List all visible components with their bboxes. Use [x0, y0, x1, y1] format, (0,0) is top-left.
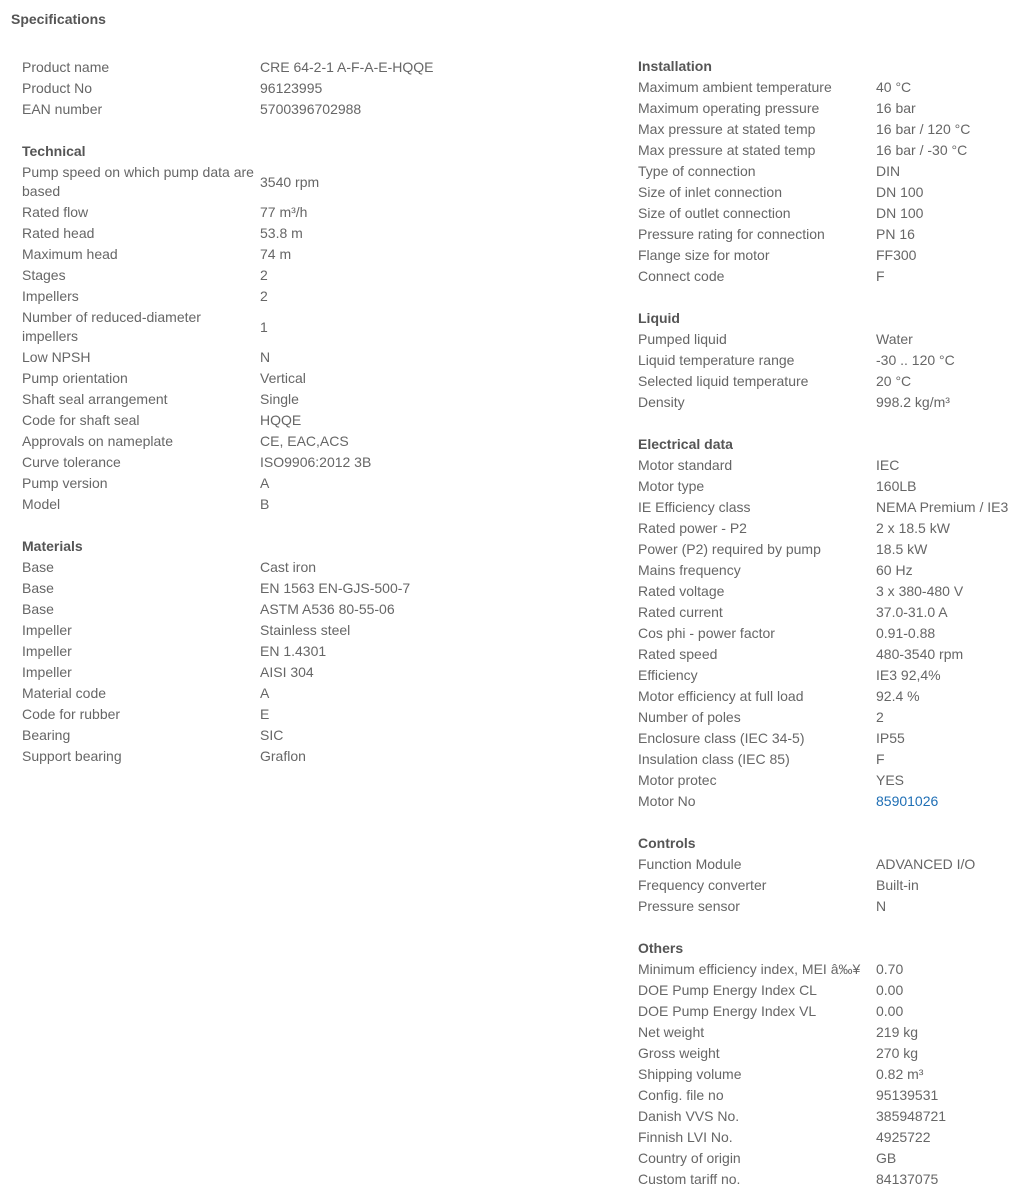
spec-label: EAN number — [22, 101, 103, 117]
spec-label: Mains frequency — [638, 562, 741, 578]
spec-row — [22, 452, 582, 473]
spec-label: Type of connection — [638, 163, 756, 179]
spec-row — [638, 119, 1013, 140]
materials-section — [22, 536, 582, 767]
spec-label: Pump orientation — [22, 370, 128, 386]
spec-value: 2 — [876, 709, 884, 725]
spec-value: YES — [876, 772, 905, 788]
spec-row — [22, 78, 582, 99]
spec-row — [22, 683, 582, 704]
right-column — [638, 56, 1013, 1200]
spec-label: Product name — [22, 59, 110, 75]
spec-label: Efficiency — [638, 667, 698, 683]
spec-row — [638, 1127, 1013, 1148]
spec-label: Config. file no — [638, 1087, 724, 1103]
spec-value: 95139531 — [876, 1087, 939, 1103]
spec-row — [22, 578, 582, 599]
spec-label: Motor No — [638, 793, 696, 809]
spec-row — [638, 875, 1013, 896]
spec-label: Number of poles — [638, 709, 741, 725]
spec-value: Cast iron — [260, 559, 317, 575]
spec-label: Stages — [22, 267, 66, 283]
spec-value: 53.8 m — [260, 225, 303, 241]
spec-value: 60 Hz — [876, 562, 913, 578]
spec-row — [638, 350, 1013, 371]
spec-row — [638, 1022, 1013, 1043]
spec-label: Liquid temperature range — [638, 352, 795, 368]
spec-row — [638, 581, 1013, 602]
spec-value: FF300 — [876, 247, 917, 263]
spec-value: ASTM A536 80-55-06 — [260, 601, 395, 617]
spec-row — [22, 746, 582, 767]
spec-row — [638, 1064, 1013, 1085]
spec-label: Max pressure at stated temp — [638, 142, 816, 158]
spec-row — [638, 602, 1013, 623]
spec-row — [22, 599, 582, 620]
spec-value: 3540 rpm — [260, 173, 320, 190]
spec-value: Single — [260, 391, 299, 407]
spec-row — [22, 162, 582, 202]
spec-value: NEMA Premium / IE3 — [876, 499, 1009, 515]
spec-value: F — [876, 268, 885, 284]
spec-value: 0.91-0.88 — [876, 625, 936, 641]
spec-value: 3 x 380-480 V — [876, 583, 964, 599]
spec-label: Pump version — [22, 475, 108, 491]
spec-row — [22, 431, 582, 452]
spec-label: Rated voltage — [638, 583, 725, 599]
spec-label: Motor efficiency at full load — [638, 688, 804, 704]
others-section — [638, 938, 1013, 1190]
spec-label: Pumped liquid — [638, 331, 727, 347]
spec-row — [638, 959, 1013, 980]
spec-value: 92.4 % — [876, 688, 920, 704]
spec-label: Minimum efficiency index, MEI â‰¥ — [638, 961, 861, 977]
spec-value: 96123995 — [260, 80, 323, 96]
left-column — [22, 57, 582, 788]
spec-row — [22, 389, 582, 410]
spec-label: Power (P2) required by pump — [638, 541, 821, 557]
spec-row — [638, 476, 1013, 497]
spec-value: Stainless steel — [260, 622, 351, 638]
spec-row — [22, 223, 582, 244]
spec-row — [638, 266, 1013, 287]
spec-label: Rated head — [22, 225, 95, 241]
spec-value: CE, EAC,ACS — [260, 433, 349, 449]
spec-value: -30 .. 120 °C — [876, 352, 955, 368]
spec-value: Water — [876, 331, 913, 347]
spec-value: 219 kg — [876, 1024, 919, 1040]
spec-value: E — [260, 706, 270, 722]
spec-label: Motor standard — [638, 457, 733, 473]
spec-value: DIN — [876, 163, 901, 179]
spec-label: Bearing — [22, 727, 71, 743]
spec-row — [638, 854, 1013, 875]
installation-section — [638, 56, 1013, 287]
spec-value: 0.82 m³ — [876, 1066, 924, 1082]
spec-value: ADVANCED I/O — [876, 856, 976, 872]
spec-row — [638, 1085, 1013, 1106]
spec-row — [22, 57, 582, 78]
spec-row — [22, 725, 582, 746]
spec-label: Motor type — [638, 478, 705, 494]
section-title: Others — [638, 940, 684, 956]
spec-value: 20 °C — [876, 373, 912, 389]
spec-row — [638, 329, 1013, 350]
spec-row — [638, 1001, 1013, 1022]
controls-section — [638, 833, 1013, 917]
spec-value: IEC — [876, 457, 900, 473]
spec-label: IE Efficiency class — [638, 499, 751, 515]
spec-label: Material code — [22, 685, 107, 701]
spec-value: CRE 64-2-1 A-F-A-E-HQQE — [260, 59, 434, 75]
spec-value: 2 — [260, 267, 268, 283]
spec-row — [638, 392, 1013, 413]
spec-label: Code for shaft seal — [22, 412, 140, 428]
spec-value: 18.5 kW — [876, 541, 928, 557]
spec-row — [638, 1043, 1013, 1064]
spec-row — [638, 686, 1013, 707]
spec-value: N — [260, 349, 271, 365]
spec-value: 480-3540 rpm — [876, 646, 964, 662]
spec-value: 385948721 — [876, 1108, 947, 1124]
spec-label: Code for rubber — [22, 706, 121, 722]
spec-row — [22, 494, 582, 515]
spec-label: Shipping volume — [638, 1066, 742, 1082]
spec-row — [22, 620, 582, 641]
spec-row — [638, 1148, 1013, 1169]
spec-row — [22, 557, 582, 578]
spec-row — [638, 644, 1013, 665]
spec-label: Pressure sensor — [638, 898, 740, 914]
spec-row — [638, 371, 1013, 392]
spec-label: Frequency converter — [638, 877, 767, 893]
spec-label: Rated speed — [638, 646, 718, 662]
spec-value: IP55 — [876, 730, 905, 746]
spec-row — [638, 518, 1013, 539]
spec-label: Max pressure at stated temp — [638, 121, 816, 137]
spec-label: Impeller — [22, 664, 72, 680]
spec-label: Danish VVS No. — [638, 1108, 740, 1124]
spec-value: 0.00 — [876, 982, 904, 998]
spec-row — [22, 641, 582, 662]
spec-value: ISO9906:2012 3B — [260, 454, 372, 470]
section-title: Installation — [638, 58, 712, 74]
spec-value: 5700396702988 — [260, 101, 362, 117]
spec-label: Insulation class (IEC 85) — [638, 751, 790, 767]
spec-row — [22, 99, 582, 120]
spec-value: GB — [876, 1150, 897, 1166]
spec-value: 16 bar — [876, 100, 916, 116]
spec-label: Impeller — [22, 622, 72, 638]
spec-label: DOE Pump Energy Index VL — [638, 1003, 817, 1019]
spec-label: Impeller — [22, 643, 72, 659]
spec-value: Vertical — [260, 370, 306, 386]
spec-value: 84137075 — [876, 1171, 939, 1187]
spec-row — [22, 473, 582, 494]
spec-value: DN 100 — [876, 184, 924, 200]
spec-label: Maximum ambient temperature — [638, 79, 832, 95]
spec-row — [22, 307, 582, 347]
spec-value: 74 m — [260, 246, 292, 262]
spec-row — [638, 665, 1013, 686]
electrical-section — [638, 434, 1013, 812]
spec-row — [638, 77, 1013, 98]
spec-row — [22, 265, 582, 286]
spec-label: Shaft seal arrangement — [22, 391, 168, 407]
spec-value: 0.70 — [876, 961, 904, 977]
spec-row — [638, 98, 1013, 119]
section-title: Materials — [22, 538, 83, 554]
spec-label: Net weight — [638, 1024, 705, 1040]
spec-label: Number of reduced-diameter impellers — [22, 309, 201, 344]
spec-row — [638, 896, 1013, 917]
spec-label: Maximum head — [22, 246, 118, 262]
spec-value: DN 100 — [876, 205, 924, 221]
spec-row — [638, 140, 1013, 161]
spec-row — [638, 980, 1013, 1001]
spec-value: 40 °C — [876, 79, 912, 95]
spec-label: Country of origin — [638, 1150, 741, 1166]
spec-value: 160LB — [876, 478, 917, 494]
spec-row — [22, 347, 582, 368]
page-title: Specifications — [11, 11, 106, 27]
spec-value: EN 1563 EN-GJS-500-7 — [260, 580, 411, 596]
spec-row — [638, 749, 1013, 770]
spec-value: 0.00 — [876, 1003, 904, 1019]
spec-value: N — [876, 898, 887, 914]
spec-label: Model — [22, 496, 61, 512]
spec-label: Connect code — [638, 268, 725, 284]
spec-label: Motor protec — [638, 772, 717, 788]
spec-value: 998.2 kg/m³ — [876, 394, 950, 410]
spec-value: A — [260, 685, 270, 701]
spec-row — [638, 539, 1013, 560]
spec-row — [638, 203, 1013, 224]
spec-label: Selected liquid temperature — [638, 373, 809, 389]
spec-label: Size of outlet connection — [638, 205, 791, 221]
spec-label: Custom tariff no. — [638, 1171, 741, 1187]
spec-value: HQQE — [260, 412, 302, 428]
spec-value: 2 x 18.5 kW — [876, 520, 950, 536]
spec-label: Rated power - P2 — [638, 520, 747, 536]
section-title: Electrical data — [638, 436, 733, 452]
spec-label: Flange size for motor — [638, 247, 770, 263]
spec-row — [638, 1106, 1013, 1127]
general-section — [22, 57, 582, 120]
spec-row — [638, 791, 1013, 812]
spec-label: Base — [22, 559, 54, 575]
spec-row — [22, 202, 582, 223]
spec-value: EN 1.4301 — [260, 643, 327, 659]
spec-value: IE3 92,4% — [876, 667, 941, 683]
spec-row — [22, 410, 582, 431]
spec-value: AISI 304 — [260, 664, 314, 680]
spec-row — [638, 1169, 1013, 1190]
spec-label: Low NPSH — [22, 349, 91, 365]
spec-value: SIC — [260, 727, 284, 743]
section-title: Controls — [638, 835, 696, 851]
spec-value: 1 — [260, 318, 268, 335]
spec-label: Support bearing — [22, 748, 122, 764]
spec-label: Rated flow — [22, 204, 89, 220]
spec-label: Base — [22, 580, 54, 596]
spec-value: Graflon — [260, 748, 306, 764]
spec-row — [638, 707, 1013, 728]
spec-row — [638, 182, 1013, 203]
liquid-section — [638, 308, 1013, 413]
spec-label: Curve tolerance — [22, 454, 121, 470]
section-title: Liquid — [638, 310, 680, 326]
spec-value: B — [260, 496, 270, 512]
spec-label: Size of inlet connection — [638, 184, 782, 200]
spec-row — [638, 560, 1013, 581]
spec-label: Base — [22, 601, 54, 617]
spec-value: Built-in — [876, 877, 919, 893]
spec-row — [638, 497, 1013, 518]
spec-label: Maximum operating pressure — [638, 100, 820, 116]
spec-row — [22, 704, 582, 725]
spec-label: Finnish LVI No. — [638, 1129, 733, 1145]
spec-value: 16 bar / 120 °C — [876, 121, 971, 137]
technical-section — [22, 141, 582, 515]
spec-label: Cos phi - power factor — [638, 625, 775, 641]
spec-row — [638, 224, 1013, 245]
spec-label: Approvals on nameplate — [22, 433, 173, 449]
motor-no-link[interactable]: 85901026 — [876, 793, 939, 809]
spec-row — [638, 161, 1013, 182]
spec-row — [22, 244, 582, 265]
spec-row — [22, 286, 582, 307]
spec-row — [638, 728, 1013, 749]
section-title: Technical — [22, 143, 86, 159]
spec-row — [638, 623, 1013, 644]
spec-row — [638, 770, 1013, 791]
spec-row — [22, 662, 582, 683]
spec-value: F — [876, 751, 885, 767]
spec-value: PN 16 — [876, 226, 915, 242]
spec-label: Pressure rating for connection — [638, 226, 825, 242]
spec-value: 16 bar / -30 °C — [876, 142, 968, 158]
spec-label: Rated current — [638, 604, 723, 620]
spec-label: Product No — [22, 80, 93, 96]
spec-label: Pump speed on which pump data are based — [22, 164, 254, 199]
spec-label: Function Module — [638, 856, 742, 872]
spec-value: 4925722 — [876, 1129, 931, 1145]
spec-value: 37.0-31.0 A — [876, 604, 948, 620]
spec-label: Density — [638, 394, 685, 410]
spec-row — [638, 245, 1013, 266]
spec-value: A — [260, 475, 270, 491]
spec-label: Gross weight — [638, 1045, 720, 1061]
spec-value: 77 m³/h — [260, 204, 308, 220]
spec-row — [22, 368, 582, 389]
spec-value: 270 kg — [876, 1045, 919, 1061]
spec-label: Impellers — [22, 288, 79, 304]
spec-label: DOE Pump Energy Index CL — [638, 982, 817, 998]
spec-row — [638, 455, 1013, 476]
spec-value: 2 — [260, 288, 268, 304]
spec-label: Enclosure class (IEC 34-5) — [638, 730, 805, 746]
